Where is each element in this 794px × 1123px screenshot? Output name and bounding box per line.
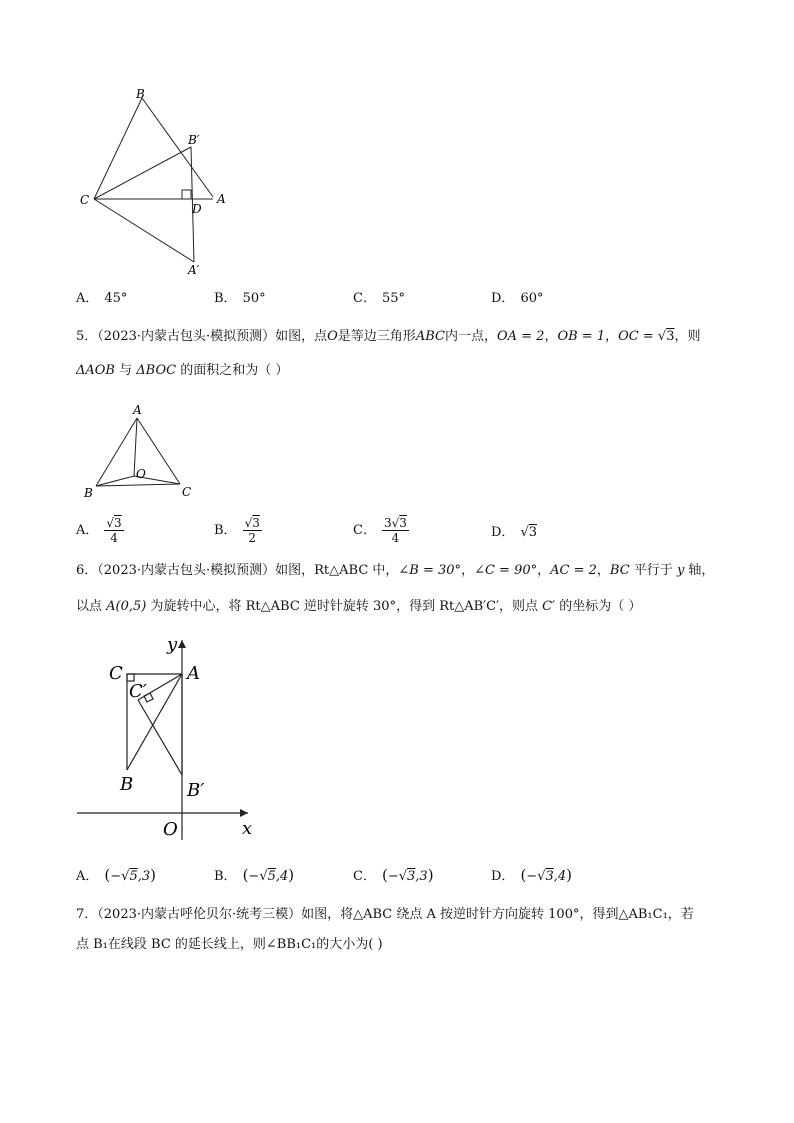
label-y: y xyxy=(167,634,178,655)
q7-line-1: 7．（2023·内蒙古呼伦贝尔·统考三模）如图，将△ABC 绕点 A 按逆时针方向旋转 100°，得到△AB₁C₁，若 xyxy=(76,907,694,922)
label-b: B xyxy=(136,87,145,101)
label-o: O xyxy=(163,819,178,840)
q4-option-d[interactable]: D． 60° xyxy=(491,291,544,306)
q5-line-2: ΔAOB 与 ΔBOC 的面积之和为（ ） xyxy=(76,363,289,378)
label-c: C xyxy=(109,663,123,684)
y-axis-arrow-icon xyxy=(178,640,186,648)
q5-option-d[interactable]: D． √3 xyxy=(491,525,538,540)
label-b: B xyxy=(84,486,93,500)
label-a: A xyxy=(133,403,142,417)
q5-option-b[interactable]: B． $\frac{√3}{2}$ xyxy=(214,516,260,545)
q5-option-c[interactable]: C． $\frac{3√3}{4}$ xyxy=(353,516,407,545)
label-b-prime: B′ xyxy=(188,133,200,147)
label-a: A xyxy=(217,192,226,206)
figure-q4 xyxy=(70,80,240,280)
q4-option-a[interactable]: A． 45° xyxy=(76,291,128,306)
x-axis-arrow-icon xyxy=(240,809,248,817)
label-b: B xyxy=(120,774,134,795)
q6-line-2: 以点 A(0,5) 为旋转中心，将 Rt△ABC 逆时针旋转 30°，得到 Rt△AB′C′，则点 C′ 的坐标为（ ） xyxy=(76,599,642,614)
q4-option-b[interactable]: B． 50° xyxy=(214,291,266,306)
q5-option-a[interactable]: A． $\frac{√3}{4}$ xyxy=(76,516,122,545)
q6-option-b[interactable]: B． (−√5,4) xyxy=(214,866,295,884)
q6-option-a[interactable]: A． (−√5,3) xyxy=(76,866,156,884)
label-a-prime: A′ xyxy=(188,263,200,277)
label-o: O xyxy=(136,467,146,481)
q6-option-c[interactable]: C． (−√3,3) xyxy=(353,866,434,884)
figure-q5 xyxy=(78,398,198,502)
label-a: A xyxy=(187,663,200,684)
label-c-prime: C′ xyxy=(129,681,147,702)
q6-option-d[interactable]: D． (−√3,4) xyxy=(491,866,573,884)
q5-line-1: 5．（2023·内蒙古包头·模拟预测）如图，点O是等边三角形ABC内一点，OA = 2，OB = 1，OC = √3，则 xyxy=(76,329,701,344)
label-b-prime: B′ xyxy=(187,780,205,801)
q4-option-c[interactable]: C． 55° xyxy=(353,291,405,306)
q6-line-1: 6．（2023·内蒙古包头·模拟预测）如图，Rt△ABC 中，∠B = 30°，∠C = 90°，AC = 2，BC 平行于 y 轴， xyxy=(76,563,715,578)
label-x: x xyxy=(242,818,253,839)
q7-line-2: 点 B₁在线段 BC 的延长线上，则∠BB₁C₁的大小为( ) xyxy=(76,937,383,952)
label-d: D xyxy=(192,202,202,216)
label-c: C xyxy=(182,485,192,499)
figure-q6 xyxy=(72,630,272,845)
label-c: C xyxy=(80,193,90,207)
